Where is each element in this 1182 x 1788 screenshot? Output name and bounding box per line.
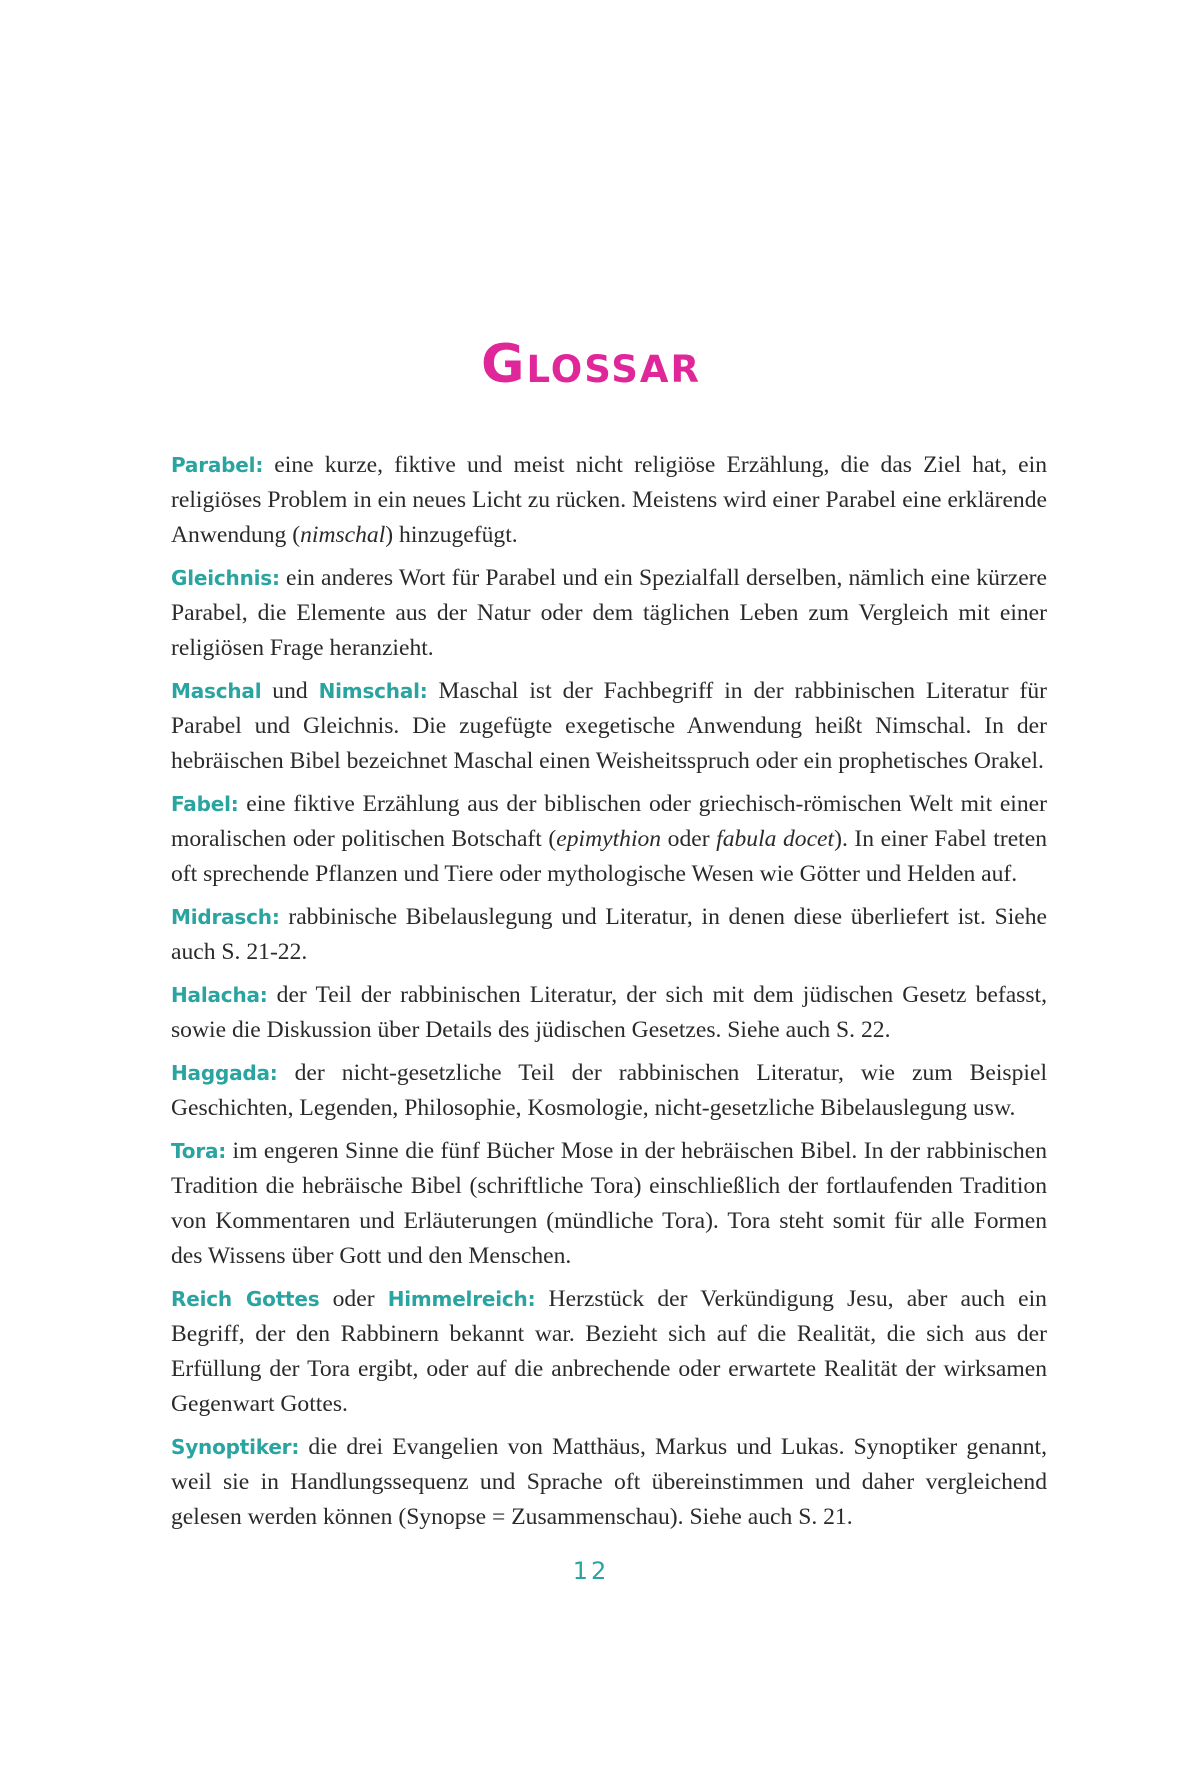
glossary-term: Tora: xyxy=(171,1139,227,1163)
glossary-entry-tora xyxy=(171,1134,1047,1274)
glossary-definition: im engeren Sinne die fünf Bücher Mose in der hebräischen Bibel. In der rabbinischen Tradition die hebräische Bibel (schriftliche Tora) einschließlich der fortlaufenden Tradition von Kommentaren und Erläuterungen (mündliche Tora). Tora steht somit für alle Formen des Wissens über Gott und den Menschen. xyxy=(171,1138,1047,1269)
glossary-entry-parabel xyxy=(171,448,1047,553)
glossary-entry-halacha xyxy=(171,978,1047,1048)
glossary-definition: Maschal ist der Fachbegriff in der rabbinischen Literatur für Parabel und Gleichnis. Die zugefügte exegetische Anwendung heißt Nimschal. In der hebräischen Bibel bezeichnet Maschal einen Weisheitsspruch oder ein prophetisches Orakel. xyxy=(171,678,1047,774)
glossary-term: Halacha: xyxy=(171,983,268,1007)
glossary-entry-haggada xyxy=(171,1056,1047,1126)
glossary-term: Maschal xyxy=(171,679,262,703)
glossary-term: Reich Gottes xyxy=(171,1287,320,1311)
glossary-entry-fabel xyxy=(171,787,1047,892)
glossary-definition: rabbinische Bibelauslegung und Literatur, in denen diese überliefert ist. Siehe auch S. 21-22. xyxy=(171,904,1047,965)
glossary-emphasis: epimythion xyxy=(556,826,662,852)
glossary-entry-maschal xyxy=(171,674,1047,779)
glossary-emphasis: nimschal xyxy=(300,522,386,548)
glossary-definition: eine fiktive Erzählung aus der biblischen oder griechisch-römischen Welt mit einer moralischen oder politischen Botschaft ( xyxy=(171,791,1047,852)
glossary-entry-gleichnis xyxy=(171,561,1047,666)
glossary-connector: oder xyxy=(319,1286,388,1312)
glossary-definition-end: ). In einer Fabel treten oft sprechende Pflanzen und Tiere oder mythologische Wesen wie Götter und Helden auf. xyxy=(171,826,1047,887)
glossary-definition: Herzstück der Verkündigung Jesu, aber auch ein Begriff, der den Rabbinern bekannt war. Bezieht sich auf die Realität, die sich aus der Erfüllung der Tora ergibt, oder auf die anbrechende oder erwartete Realität der wirksamen Gegenwart Gottes. xyxy=(171,1286,1047,1417)
glossary-term: Haggada: xyxy=(171,1061,278,1085)
glossary-entry-reich-gottes xyxy=(171,1282,1047,1422)
page-number: 12 xyxy=(572,1557,610,1585)
glossary-definition: ein anderes Wort für Parabel und ein Spezialfall derselben, nämlich eine kürzere Parabel, die Elemente aus der Natur oder dem täglichen Leben zum Vergleich mit einer religiösen Frage heranzieht. xyxy=(171,565,1047,661)
glossary-list xyxy=(171,448,1047,1543)
glossary-term: Midrasch: xyxy=(171,905,280,929)
glossary-definition: eine kurze, fiktive und meist nicht religiöse Erzählung, die das Ziel hat, ein religiöses Problem in ein neues Licht zu rücken. Meistens wird einer Parabel eine erklärende Anwendung ( xyxy=(171,452,1047,548)
glossary-definition: der Teil der rabbinischen Literatur, der sich mit dem jüdischen Gesetz befasst, sowie die Diskussion über Details des jüdischen Gesetzes. Siehe auch S. 22. xyxy=(171,982,1047,1043)
glossary-definition: die drei Evangelien von Matthäus, Markus und Lukas. Synoptiker genannt, weil sie in Handlungssequenz und Sprache oft übereinstimmen und daher vergleichend gelesen werden können (Synopse = Zusammenschau). Siehe auch S. 21. xyxy=(171,1434,1047,1530)
page-title: Glossar xyxy=(481,333,701,395)
glossary-term: Gleichnis: xyxy=(171,566,280,590)
glossary-connector: und xyxy=(261,678,319,704)
glossary-entry-synoptiker xyxy=(171,1430,1047,1535)
glossary-definition-end: ) hinzugefügt. xyxy=(385,522,518,548)
glossary-term: Parabel: xyxy=(171,453,264,477)
glossary-term-secondary: Himmelreich: xyxy=(387,1287,536,1311)
glossary-entry-midrasch xyxy=(171,900,1047,970)
glossary-definition: der nicht-gesetzliche Teil der rabbinischen Literatur, wie zum Beispiel Geschichten, Legenden, Philosophie, Kosmologie, nicht-gesetzliche Bibelauslegung usw. xyxy=(171,1060,1047,1121)
glossary-term: Fabel: xyxy=(171,792,239,816)
glossary-term: Synoptiker: xyxy=(171,1435,300,1459)
glossary-emphasis-secondary: fabula docet xyxy=(716,826,835,852)
glossary-term-secondary: Nimschal: xyxy=(318,679,428,703)
glossary-definition-mid: oder xyxy=(661,826,717,852)
